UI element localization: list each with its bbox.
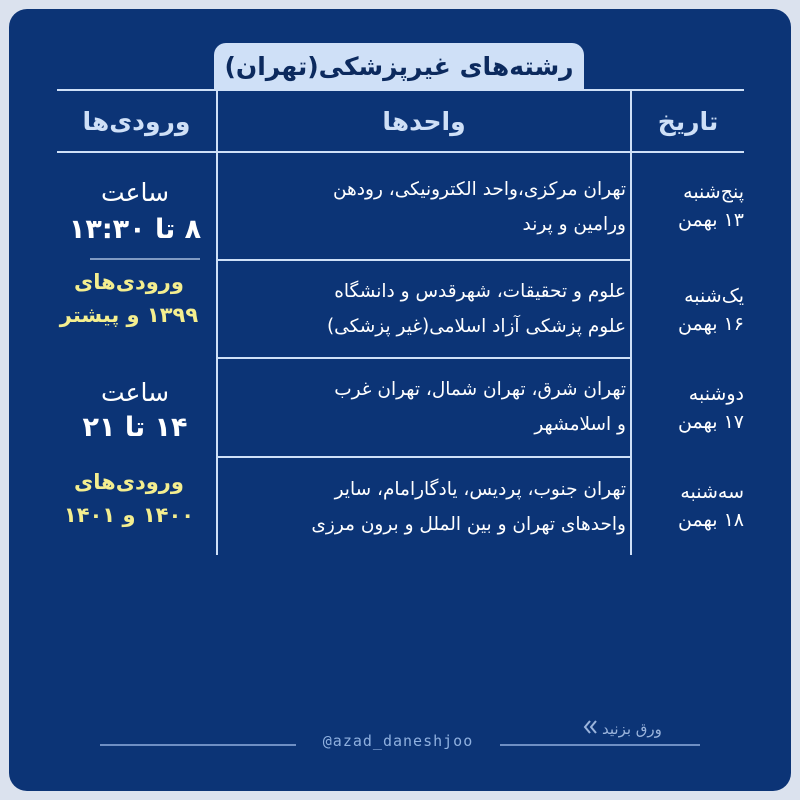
column-divider-left [216, 89, 218, 555]
units-line: ورامین و پرند [522, 214, 626, 235]
date-value: ۱۳ بهمن [678, 209, 744, 231]
units-line: تهران جنوب، پردیس، یادگارامام، سایر [334, 479, 626, 500]
units-line: علوم پزشکی آزاد اسلامی(غیر پزشکی) [326, 316, 626, 337]
page-title: رشته‌های غیرپزشکی(تهران) [214, 43, 584, 89]
table-row-3-date [634, 380, 744, 436]
footer-line-left [100, 744, 296, 746]
time-slot-2-label: ساعت [100, 378, 170, 407]
entries-line: ۱۳۹۹ و پیشتر [59, 303, 199, 327]
slot-divider [90, 258, 200, 260]
header-entries: ورودی‌ها [82, 106, 191, 136]
table-row-3-units [220, 372, 626, 442]
day-name: سه‌شنبه [680, 481, 744, 503]
table-row-1-units [220, 172, 626, 242]
double-chevron-left-icon [582, 720, 598, 738]
time-slot-1-label: ساعت [100, 178, 170, 207]
social-handle: @azad_daneshjoo [322, 732, 474, 750]
time-slot-2-entries [44, 466, 214, 532]
row-divider-3 [218, 456, 632, 458]
table-row-2-units [220, 274, 626, 344]
swipe-hint [582, 720, 702, 738]
time-slot-1-entries [44, 266, 214, 332]
day-name: دوشنبه [688, 383, 744, 405]
entries-line: ۱۴۰۰ و ۱۴۰۱ [63, 503, 195, 527]
table-row-4-units [220, 472, 626, 542]
date-value: ۱۷ بهمن [678, 411, 744, 433]
footer-line-right [500, 744, 700, 746]
header-date: تاریخ [657, 106, 719, 136]
header-bottom-border [57, 151, 744, 153]
table-row-1-date [634, 178, 744, 234]
row-divider-2 [218, 357, 632, 359]
swipe-label: ورق بزنید [602, 720, 662, 738]
time-slot-2-range: ۱۴ تا ۲۱ [82, 412, 188, 443]
day-name: پنج‌شنبه [683, 181, 744, 203]
units-line: و اسلامشهر [534, 414, 626, 435]
column-divider-right [630, 89, 632, 555]
units-line: تهران مرکزی،واحد الکترونیکی، رودهن [332, 179, 626, 200]
entries-line: ورودی‌های [74, 470, 184, 494]
entries-line: ورودی‌های [74, 270, 184, 294]
day-name: یک‌شنبه [684, 285, 744, 307]
table-top-border [57, 89, 744, 91]
units-line: تهران شرق، تهران شمال، تهران غرب [334, 379, 626, 400]
units-line: واحدهای تهران و بین الملل و برون مرزی [311, 514, 626, 535]
table-row-2-date [634, 282, 744, 338]
header-units: واحدها [382, 106, 466, 136]
date-value: ۱۶ بهمن [678, 313, 744, 335]
time-slot-1-range: ۸ تا ۱۳:۳۰ [68, 214, 202, 245]
table-row-4-date [634, 478, 744, 534]
units-line: علوم و تحقیقات، شهرقدس و دانشگاه [334, 281, 626, 302]
row-divider-1 [218, 259, 632, 261]
date-value: ۱۸ بهمن [678, 509, 744, 531]
